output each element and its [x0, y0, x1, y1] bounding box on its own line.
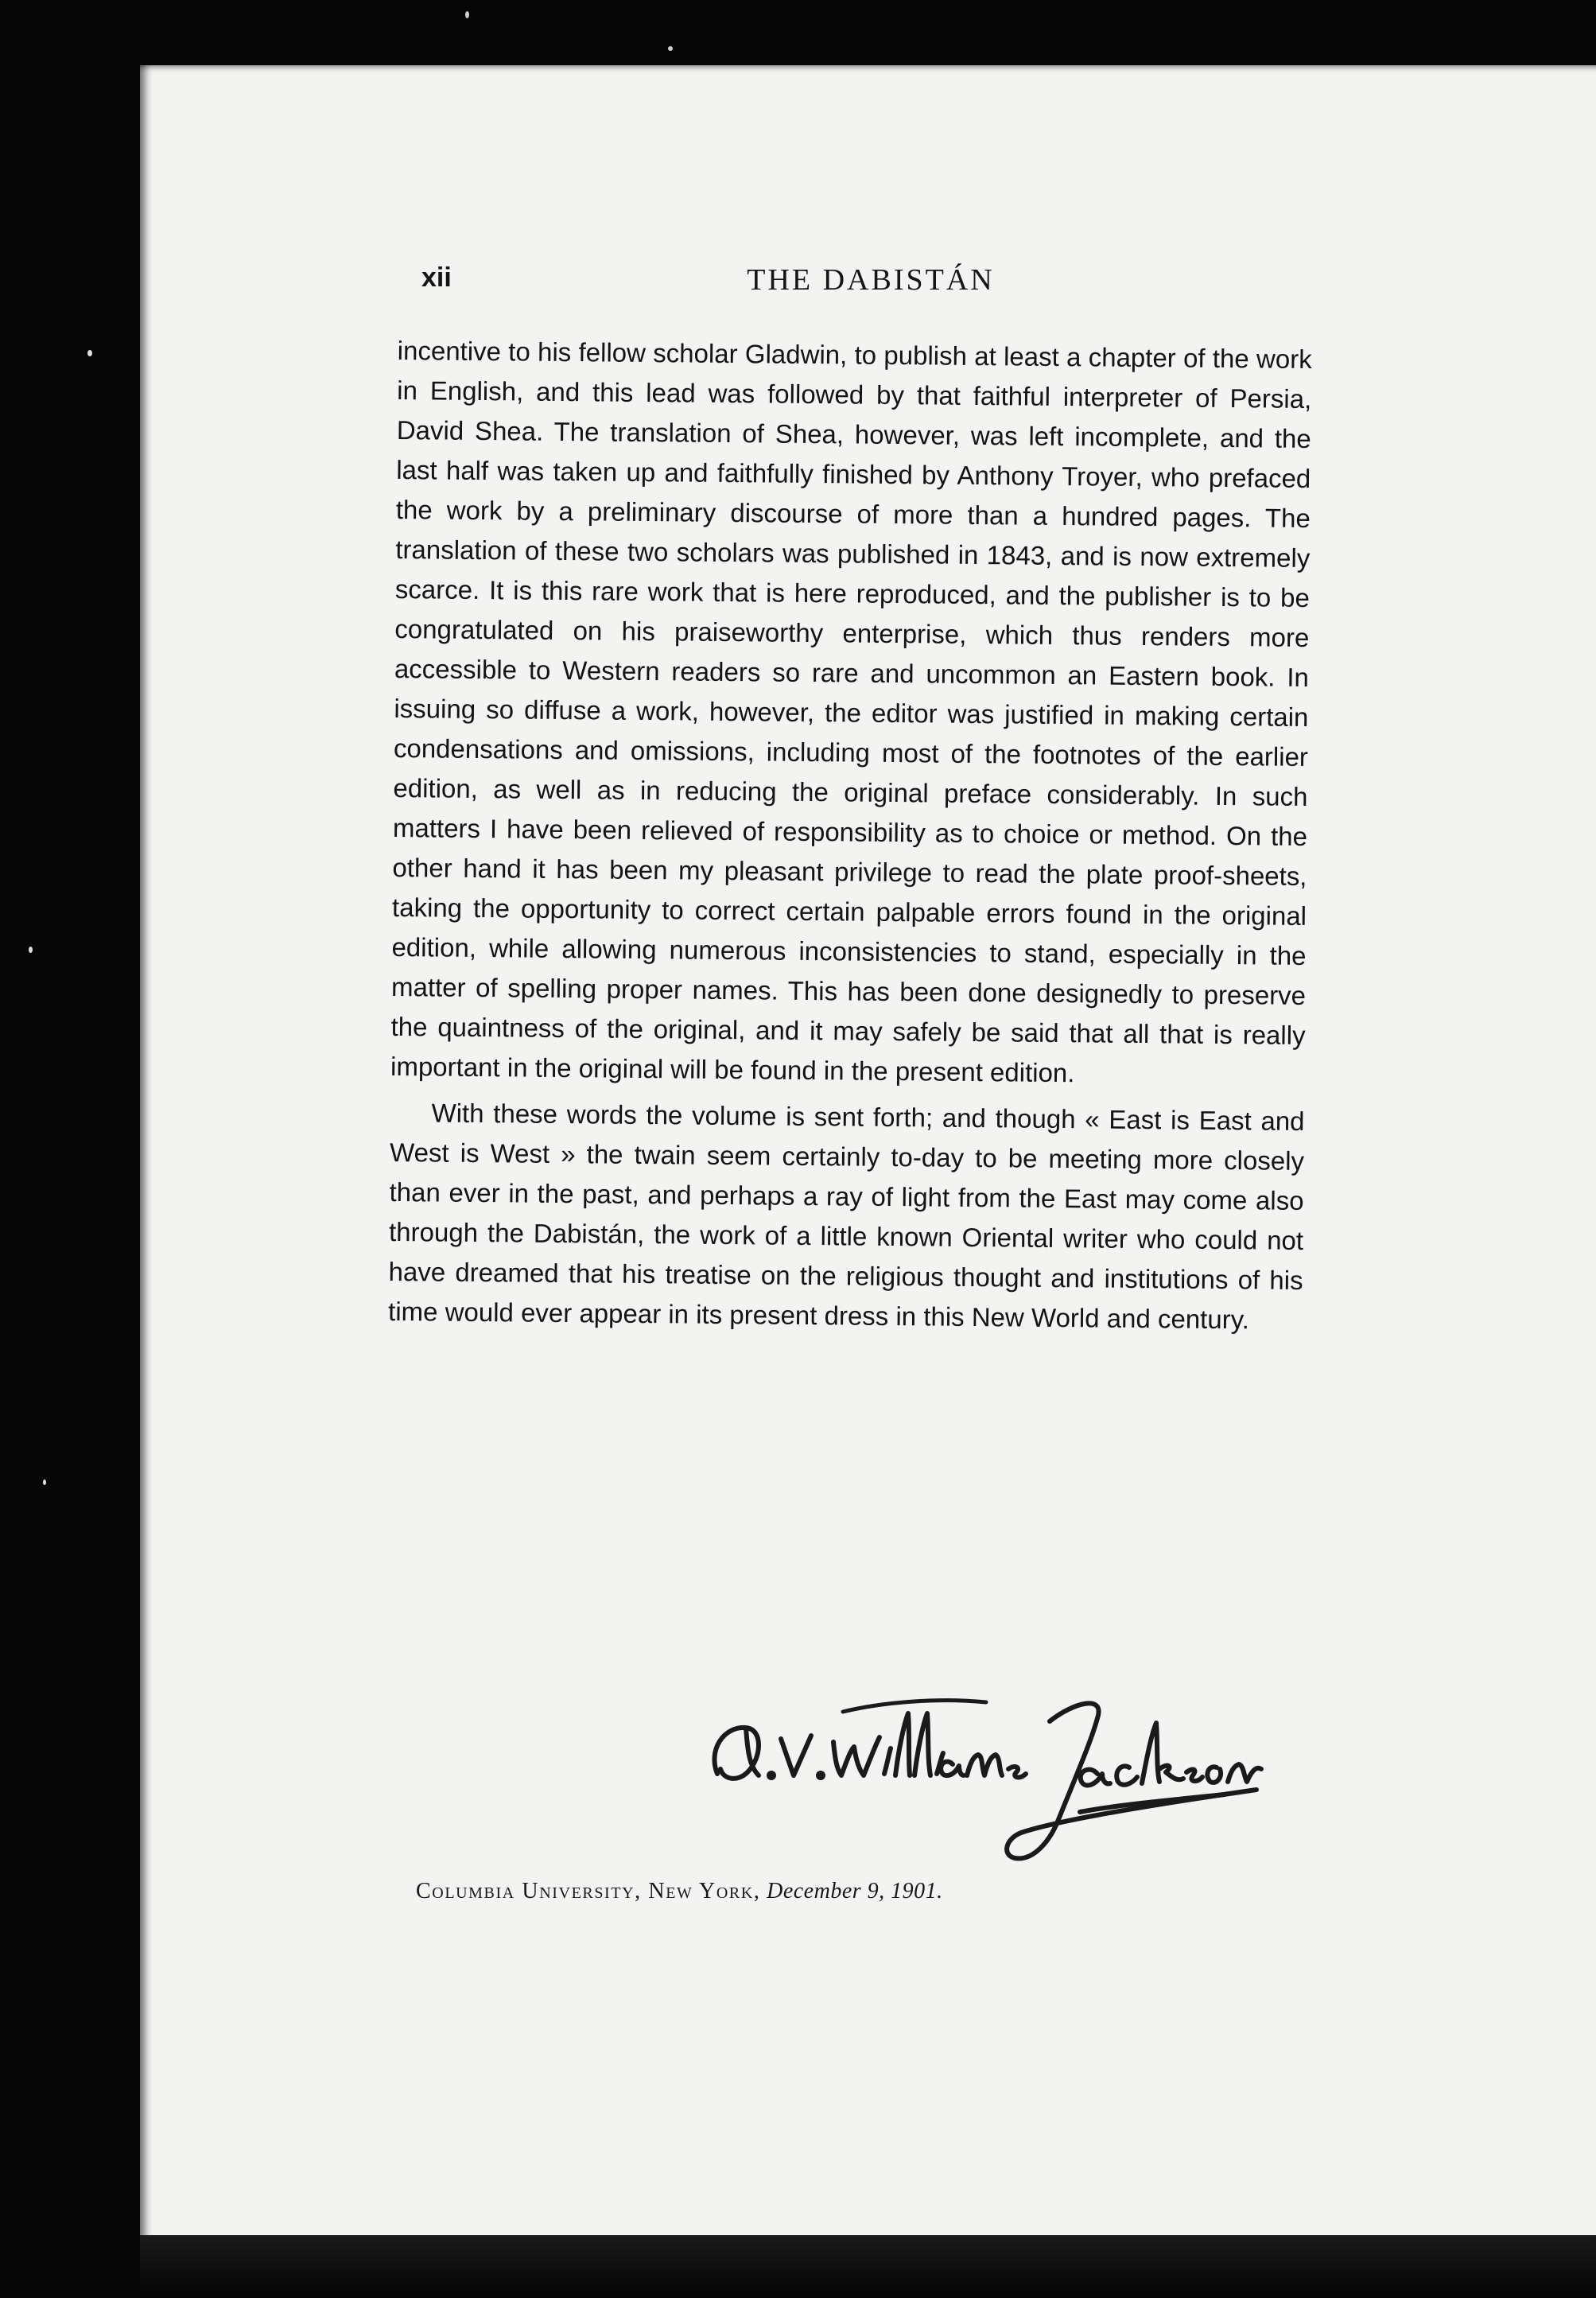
running-head: THE DABISTÁN: [747, 263, 995, 297]
scan-speck: [87, 350, 92, 356]
footer-institution: Columbia University, New York,: [416, 1879, 761, 1903]
footer-date: December 9, 1901.: [767, 1879, 943, 1903]
scan-speck: [465, 11, 469, 18]
handwritten-signature: [700, 1670, 1272, 1877]
paragraph: With these words the volume is sent forth; and though « East is East and West is West » the twain seem certainly to-day to be meeting more closely than ever in the past, and perhaps a ray of light from the East may come also through the Dabistán, the work of a little known Oriental writer who could not have dreamed that his treatise on the religious thought and institutions of his time would ever appear in its present dress in this New World and century.: [387, 1098, 1305, 1335]
page-number: xii: [421, 262, 452, 293]
page-bottom-shadow: [140, 2235, 1596, 2298]
scan-speck: [668, 46, 673, 51]
body-text: [388, 331, 1312, 1340]
page-footer: [416, 1879, 943, 1904]
scan-speck: [43, 1480, 46, 1485]
scan-speck: [29, 947, 33, 953]
page-header: [421, 262, 1320, 310]
paragraph: incentive to his fellow scholar Gladwin, to publish at least a chapter of the work in English, and this lead was followed by that faithful interpreter of Persia, David Shea. The translation of Shea, however, was left incomplete, and the last half was taken up and faithfully finished by Anthony Troyer, who prefaced the work by a preliminary discourse of more than a hundred pages. The translation of these two scholars was published in 1843, and is now extremely scarce. It is this rare work that is here reproduced, and the publisher is to be congratulated on his praiseworthy enterprise, which thus renders more accessible to Western readers so rare and uncommon an Eastern book. In issuing so diffuse a work, however, the editor was justified in making certain condensations and omissions, including most of the footnotes of the earlier edition, as well as in reducing the original preface considerably. In such matters I have been relieved of responsibility as to choice or method. On the other hand it has been my pleasant privilege to read the plate proof-sheets, taking the opportunity to correct certain palpable errors found in the original edition, while allowing numerous inconsistencies to stand, especially in the matter of spelling proper names. This has been done designedly to preserve the quaintness of the original, and it may safely be said that all that is really important in the original will be found in the present edition.: [390, 335, 1312, 1088]
